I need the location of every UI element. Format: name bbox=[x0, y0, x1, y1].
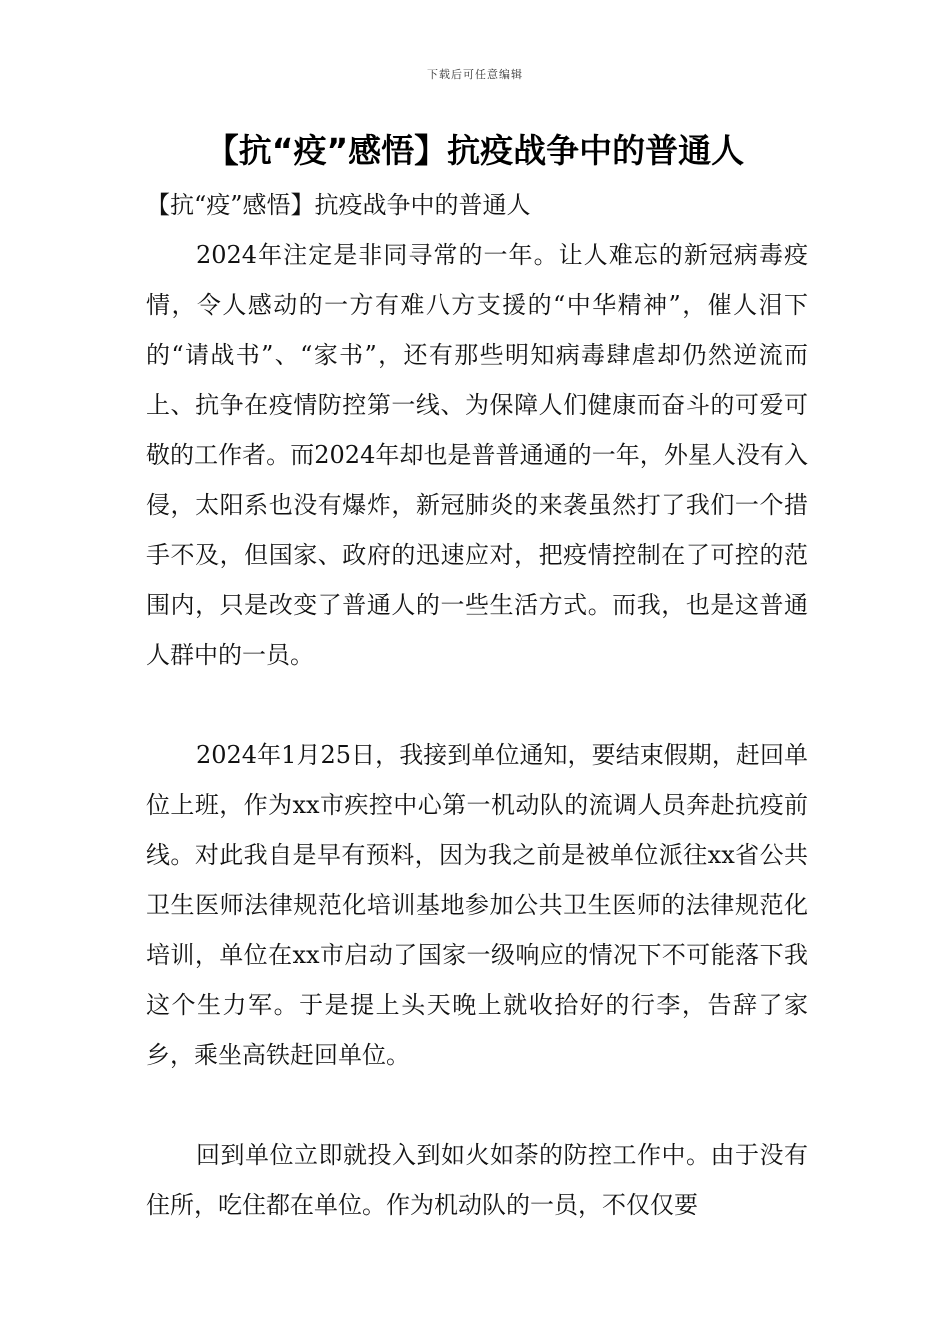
paragraph-3: 回到单位立即就投入到如火如荼的防控工作中。由于没有住所，吃住都在单位。作为机动队的一员，不仅仅要 bbox=[146, 1141, 808, 1219]
paragraph-2: 2024年1月25日，我接到单位通知，要结束假期，赶回单位上班，作为xx市疾控中心第一机动队的流调人员奔赴抗疫前线。对此我自是早有预料，因为我之前是被单位派往xx省公共卫生医师法律规范化培训基地参加公共卫生医师的法律规范化培训，单位在xx市启动了国家一级响应的情况下不可能落下我这个生力军。于是提上头天晚上就收拾好的行李，告辞了家乡，乘坐高铁赶回单位。 bbox=[146, 741, 808, 1069]
document-subtitle: 【抗“疫”感悟】抗疫战争中的普通人 bbox=[146, 191, 531, 219]
paragraph-1: 2024年注定是非同寻常的一年。让人难忘的新冠病毒疫情，令人感动的一方有难八方支援的“中华精神”，催人泪下的“请战书”、“家书”，还有那些明知病毒肆虐却仍然逆流而上、抗争在疫情防控第一线、为保障人们健康而奋斗的可爱可敬的工作者。而2024年却也是普普通通的一年，外星人没有入侵，太阳系也没有爆炸，新冠肺炎的来袭虽然打了我们一个措手不及，但国家、政府的迅速应对，把疫情控制在了可控的范围内，只是改变了普通人的一些生活方式。而我，也是这普通人群中的一员。 bbox=[146, 241, 808, 669]
paragraph-spacer bbox=[146, 1080, 808, 1130]
document-title: 【抗“疫”感悟】抗疫战争中的普通人 bbox=[205, 131, 745, 170]
paragraph-spacer bbox=[146, 680, 808, 730]
document-body bbox=[146, 180, 808, 1230]
header-note: 下载后可任意编辑 bbox=[427, 68, 523, 81]
